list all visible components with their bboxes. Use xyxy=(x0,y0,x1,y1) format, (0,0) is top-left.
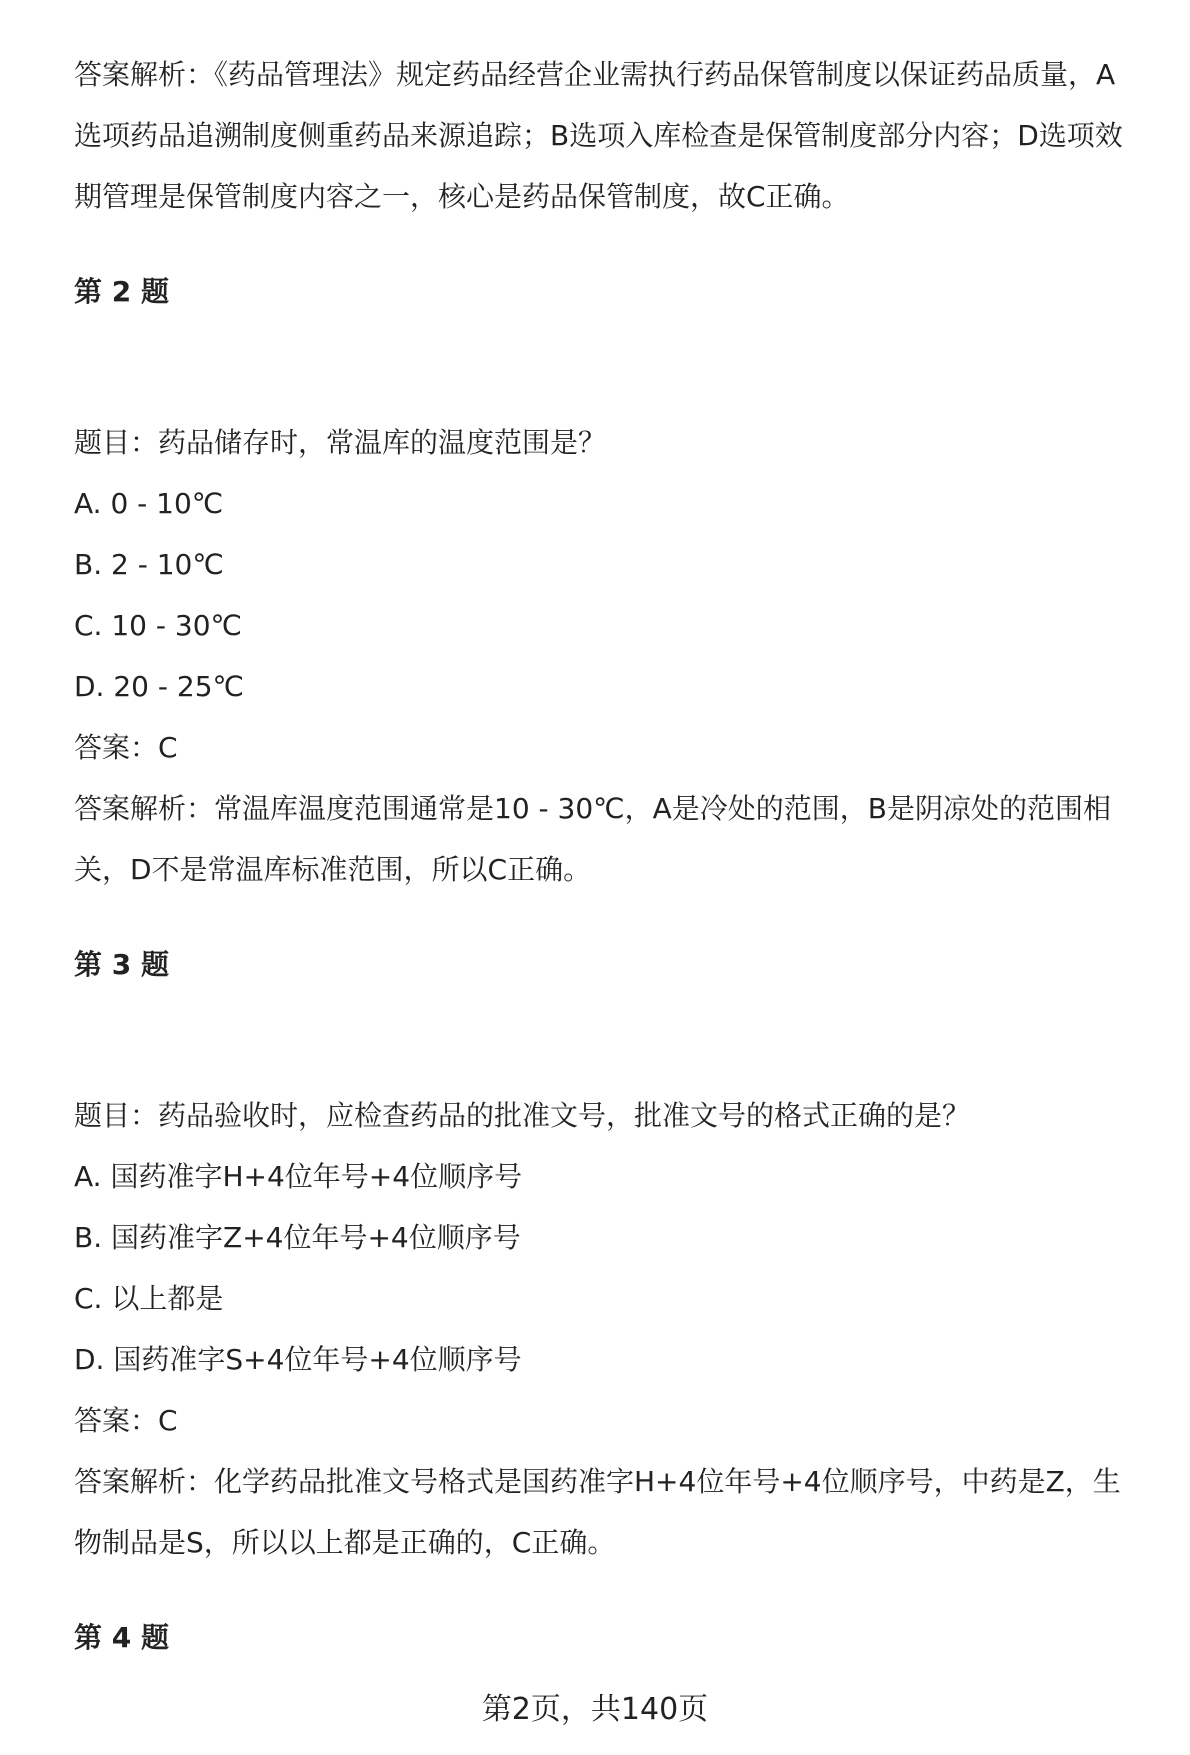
q3-question: 题目：药品验收时，应检查药品的批准文号，批准文号的格式正确的是？ xyxy=(74,1099,971,1132)
q2-option-c: C. 10 - 30℃ xyxy=(74,609,242,642)
page-content xyxy=(74,44,1134,1668)
q3-answer: 答案：C xyxy=(74,1404,178,1437)
q1-explanation: 答案解析：《药品管理法》规定药品经营企业需执行药品保管制度以保证药品质量，A选项药品追溯制度侧重药品来源追踪；B选项入库检查是保管制度部分内容；D选项效期管理是保管制度内容之一，核心是药品保管制度，故C正确。 xyxy=(74,58,1123,213)
q3-explanation: 答案解析：化学药品批准文号格式是国药准字H+4位年号+4位顺序号，中药是Z，生物制品是S，所以以上都是正确的，C正确。 xyxy=(74,1465,1121,1559)
q2-heading: 第 2 题 xyxy=(74,275,169,308)
q3-option-b: B. 国药准字Z+4位年号+4位顺序号 xyxy=(74,1221,521,1254)
q4-heading: 第 4 题 xyxy=(74,1621,169,1654)
page-indicator: 第2页，共140页 xyxy=(481,1692,709,1727)
q2-option-d: D. 20 - 25℃ xyxy=(74,670,244,703)
q3-option-a: A. 国药准字H+4位年号+4位顺序号 xyxy=(74,1160,523,1193)
q2-option-a: A. 0 - 10℃ xyxy=(74,487,224,520)
q3-heading: 第 3 题 xyxy=(74,948,169,981)
q2-option-b: B. 2 - 10℃ xyxy=(74,548,224,581)
q3-option-d: D. 国药准字S+4位年号+4位顺序号 xyxy=(74,1343,522,1376)
q2-question: 题目：药品储存时，常温库的温度范围是？ xyxy=(74,426,607,459)
q2-answer: 答案：C xyxy=(74,731,178,764)
q2-explanation: 答案解析：常温库温度范围通常是10 - 30℃，A是冷处的范围，B是阴凉处的范围相关，D不是常温库标准范围，所以C正确。 xyxy=(74,792,1111,886)
q3-option-c: C. 以上都是 xyxy=(74,1282,224,1315)
